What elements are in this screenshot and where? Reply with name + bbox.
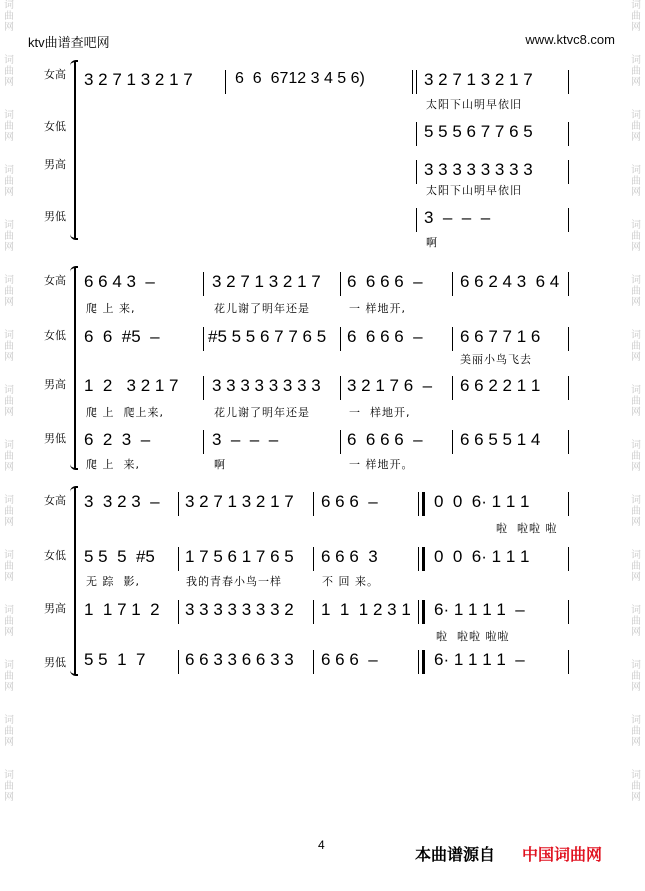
barline — [340, 327, 341, 351]
lyrics: 太阳下山明早依旧 — [426, 98, 522, 111]
watermark-glyph: 曲 — [631, 396, 641, 407]
watermark-glyph: 词 — [631, 275, 641, 286]
watermark-glyph: 曲 — [4, 781, 14, 792]
barline — [416, 160, 417, 184]
watermark-glyph: 曲 — [4, 231, 14, 242]
watermark-glyph: 词 — [631, 220, 641, 231]
watermark-glyph: 词 — [631, 110, 641, 121]
watermark-glyph: 词 — [4, 440, 14, 451]
watermark-glyph: 曲 — [631, 781, 641, 792]
repeat-barline — [418, 547, 419, 571]
measure: 6 6 5 5 1 4 — [460, 430, 541, 449]
barline — [452, 327, 453, 351]
watermark-glyph: 网 — [4, 132, 14, 143]
watermark-glyph: 网 — [631, 682, 641, 693]
watermark-glyph: 词 — [4, 0, 14, 11]
barline — [340, 272, 341, 296]
measure: 6 2 3 – — [84, 430, 151, 449]
watermark-glyph: 曲 — [4, 726, 14, 737]
watermark-glyph: 曲 — [631, 231, 641, 242]
barline — [178, 547, 179, 571]
watermark-glyph: 网 — [631, 462, 641, 473]
watermark-glyph: 词 — [4, 220, 14, 231]
part-label-tenor: 男高 — [44, 602, 66, 615]
barline — [568, 160, 569, 184]
lyrics: 花儿谢了明年还是 — [214, 406, 310, 419]
measure: 3 3 2 3 – — [84, 492, 160, 511]
watermark-glyph: 词 — [4, 605, 14, 616]
watermark-glyph: 词 — [4, 55, 14, 66]
bass-staff — [0, 204, 645, 254]
barline — [313, 492, 314, 516]
watermark-glyph: 网 — [631, 407, 641, 418]
watermark-glyph: 曲 — [4, 671, 14, 682]
watermark-glyph-group — [629, 0, 643, 33]
lyrics: 太阳下山明早依旧 — [426, 184, 522, 197]
repeat-barline — [418, 650, 419, 674]
watermark-glyph: 网 — [4, 407, 14, 418]
lyrics: 我的青春小鸟一样 — [186, 575, 282, 588]
part-label-soprano: 女高 — [44, 68, 66, 81]
lyrics: 啦 啦啦 啦啦 — [436, 630, 510, 643]
watermark-glyph: 网 — [4, 627, 14, 638]
watermark-glyph: 曲 — [631, 11, 641, 22]
watermark-glyph: 曲 — [4, 121, 14, 132]
watermark-glyph: 曲 — [4, 616, 14, 627]
watermark-glyph: 曲 — [4, 11, 14, 22]
repeat-barline — [422, 650, 425, 674]
soprano-staff — [0, 268, 645, 318]
measure: 1 2 3 2 1 7 — [84, 376, 179, 395]
barline — [416, 122, 417, 146]
watermark-glyph: 网 — [4, 462, 14, 473]
lyrics: 爬 上 来, — [86, 458, 140, 471]
watermark-glyph: 词 — [631, 330, 641, 341]
part-label-bass: 男低 — [44, 432, 66, 445]
watermark-glyph: 网 — [631, 792, 641, 803]
bass-staff — [0, 426, 645, 476]
measure: 1 7 5 6 1 7 6 5 — [185, 547, 294, 566]
lyrics: 爬 上 来, — [86, 302, 136, 315]
barline — [568, 547, 569, 571]
barline — [203, 430, 204, 454]
measure: 6 6 2 4 3 6 4 — [460, 272, 560, 291]
measure: 6 6 6 6 – — [347, 430, 423, 449]
barline — [568, 492, 569, 516]
part-label-alto: 女低 — [44, 329, 66, 342]
measure: 6 6 2 2 1 1 — [460, 376, 541, 395]
watermark-glyph: 词 — [631, 165, 641, 176]
watermark-glyph: 曲 — [631, 726, 641, 737]
watermark-glyph: 曲 — [631, 286, 641, 297]
barline — [340, 430, 341, 454]
watermark-glyph-group — [629, 715, 643, 748]
soprano-staff — [0, 62, 645, 112]
repeat-barline — [422, 600, 425, 624]
watermark-glyph: 网 — [631, 627, 641, 638]
watermark-glyph: 网 — [631, 242, 641, 253]
watermark-glyph: 网 — [631, 517, 641, 528]
barline — [568, 208, 569, 232]
watermark-glyph: 词 — [631, 770, 641, 781]
watermark-glyph: 网 — [4, 517, 14, 528]
measure: 6 6 6 6 – — [347, 272, 423, 291]
barline — [340, 376, 341, 400]
barline — [225, 70, 226, 94]
barline — [568, 272, 569, 296]
watermark-glyph: 网 — [4, 297, 14, 308]
soprano-staff — [0, 488, 645, 538]
barline — [178, 492, 179, 516]
lyrics: 啊 — [214, 458, 226, 471]
watermark-glyph: 词 — [631, 715, 641, 726]
lyrics: 无 踪 影, — [86, 575, 140, 588]
watermark-glyph: 网 — [4, 187, 14, 198]
watermark-glyph-group — [2, 0, 16, 33]
watermark-glyph-group — [629, 770, 643, 803]
barline — [568, 70, 569, 94]
watermark-glyph: 词 — [4, 495, 14, 506]
measure: 3 2 7 1 3 2 1 7 — [84, 70, 193, 89]
watermark-glyph: 词 — [631, 55, 641, 66]
watermark-glyph: 网 — [631, 572, 641, 583]
measure: 6 6 7 7 1 6 — [460, 327, 541, 346]
page-number: 4 — [318, 838, 325, 852]
watermark-glyph: 网 — [4, 572, 14, 583]
watermark-glyph: 词 — [4, 385, 14, 396]
part-label-bass: 男低 — [44, 210, 66, 223]
watermark-glyph: 曲 — [631, 506, 641, 517]
measure: 3 3 3 3 3 3 3 2 — [185, 600, 294, 619]
barline — [416, 208, 417, 232]
barline — [568, 600, 569, 624]
measure: 5 5 5 6 7 7 6 5 — [424, 122, 533, 141]
measure: 5 5 1 7 — [84, 650, 146, 669]
barline — [203, 272, 204, 296]
source-brand-link[interactable]: 中国词曲网 — [522, 847, 603, 864]
tenor-staff — [0, 152, 645, 202]
watermark-glyph: 曲 — [631, 671, 641, 682]
repeat-barline — [418, 600, 419, 624]
watermark-glyph: 曲 — [4, 176, 14, 187]
watermark-glyph: 网 — [4, 682, 14, 693]
watermark-glyph: 词 — [4, 770, 14, 781]
part-label-tenor: 男高 — [44, 158, 66, 171]
alto-staff — [0, 323, 645, 373]
measure: 6 6 6 6 – — [347, 327, 423, 346]
measure: 3 2 7 1 3 2 1 7 — [185, 492, 294, 511]
barline — [178, 600, 179, 624]
barline — [452, 430, 453, 454]
watermark-glyph: 曲 — [4, 286, 14, 297]
measure: 3 – – – — [212, 430, 279, 449]
watermark-glyph: 曲 — [4, 396, 14, 407]
part-label-alto: 女低 — [44, 120, 66, 133]
watermark-glyph: 曲 — [631, 451, 641, 462]
barline — [313, 547, 314, 571]
measure: 3 2 7 1 3 2 1 7 — [212, 272, 321, 291]
watermark-glyph: 词 — [4, 165, 14, 176]
watermark-glyph: 曲 — [631, 616, 641, 627]
tenor-staff — [0, 372, 645, 422]
watermark-glyph-group — [2, 770, 16, 803]
watermark-glyph: 曲 — [631, 66, 641, 77]
measure: 6 6 6 – — [321, 650, 378, 669]
watermark-glyph: 网 — [631, 737, 641, 748]
watermark-glyph: 网 — [631, 77, 641, 88]
lyrics: 一 样地开, — [349, 302, 406, 315]
watermark-glyph: 曲 — [631, 176, 641, 187]
barline — [452, 376, 453, 400]
lyrics: 啦 啦啦 啦 — [496, 522, 558, 535]
barline — [203, 327, 204, 351]
measure: 3 2 1 7 6 – — [347, 376, 433, 395]
barline — [412, 70, 413, 94]
measure: 3 2 7 1 3 2 1 7 — [424, 70, 533, 89]
repeat-barline — [422, 547, 425, 571]
lyrics: 美丽小鸟飞去 — [460, 353, 532, 366]
lyrics: 一 样地开。 — [349, 458, 414, 471]
watermark-glyph: 网 — [631, 132, 641, 143]
watermark-glyph: 词 — [4, 550, 14, 561]
watermark-glyph: 词 — [4, 275, 14, 286]
measure: 0 0 6· 1 1 1 — [434, 492, 530, 511]
watermark-glyph: 词 — [631, 660, 641, 671]
barline — [313, 650, 314, 674]
watermark-glyph: 网 — [4, 737, 14, 748]
watermark-glyph: 词 — [4, 110, 14, 121]
tenor-staff — [0, 596, 645, 646]
measure: 6 6 #5 – — [84, 327, 160, 346]
lyrics: 花儿谢了明年还是 — [214, 302, 310, 315]
site-url-right: www.ktvc8.com — [525, 32, 615, 47]
barline — [568, 376, 569, 400]
watermark-glyph: 词 — [4, 660, 14, 671]
barline — [452, 272, 453, 296]
barline — [178, 650, 179, 674]
source-text: 本曲谱源自 — [415, 847, 496, 864]
watermark-glyph: 网 — [4, 792, 14, 803]
watermark-glyph: 网 — [631, 297, 641, 308]
part-label-tenor: 男高 — [44, 378, 66, 391]
watermark-glyph: 网 — [631, 187, 641, 198]
site-name-left: ktv曲谱查吧网 — [28, 35, 110, 50]
measure: 6 6 6 – — [321, 492, 378, 511]
part-label-soprano: 女高 — [44, 494, 66, 507]
watermark-glyph: 曲 — [4, 451, 14, 462]
barline — [416, 70, 417, 94]
watermark-glyph: 曲 — [631, 121, 641, 132]
watermark-glyph: 词 — [631, 440, 641, 451]
measure: 1 1 1 2 3 1 — [321, 600, 411, 619]
watermark-glyph: 词 — [631, 495, 641, 506]
barline — [568, 650, 569, 674]
lyrics: 爬 上 爬上来, — [86, 406, 164, 419]
barline — [568, 430, 569, 454]
measure: 6· 1 1 1 1 – — [434, 600, 525, 619]
measure: 3 – – – — [424, 208, 491, 227]
barline — [568, 327, 569, 351]
bass-staff — [0, 650, 645, 700]
measure: 6 6 6 3 — [321, 547, 378, 566]
watermark-glyph: 词 — [631, 550, 641, 561]
barline — [203, 376, 204, 400]
measure: 0 0 6· 1 1 1 — [434, 547, 530, 566]
part-label-soprano: 女高 — [44, 274, 66, 287]
watermark-glyph: 词 — [631, 385, 641, 396]
measure: 1 1 7 1 2 — [84, 600, 160, 619]
measure: 6· 1 1 1 1 – — [434, 650, 525, 669]
watermark-glyph: 网 — [4, 77, 14, 88]
part-label-bass: 男低 — [44, 656, 66, 669]
measure: 5 5 5 #5 — [84, 547, 155, 566]
watermark-glyph-group — [2, 715, 16, 748]
lyrics: 一 样地开, — [349, 406, 411, 419]
measure: 6 6 6712 3 4 5 6) — [235, 70, 365, 87]
watermark-glyph: 网 — [631, 22, 641, 33]
watermark-glyph: 曲 — [4, 341, 14, 352]
part-label-alto: 女低 — [44, 549, 66, 562]
watermark-glyph: 曲 — [631, 341, 641, 352]
measure: 6 6 3 3 6 6 3 3 — [185, 650, 294, 669]
watermark-glyph: 网 — [631, 352, 641, 363]
watermark-glyph: 曲 — [4, 561, 14, 572]
watermark-glyph: 曲 — [4, 66, 14, 77]
watermark-glyph: 词 — [4, 330, 14, 341]
watermark-glyph: 网 — [4, 242, 14, 253]
watermark-glyph: 网 — [4, 22, 14, 33]
watermark-glyph: 曲 — [4, 506, 14, 517]
measure: 3 3 3 3 3 3 3 3 — [424, 160, 533, 179]
watermark-glyph: 词 — [631, 0, 641, 11]
watermark-glyph: 网 — [4, 352, 14, 363]
lyrics: 啊 — [426, 236, 438, 249]
measure: 3 3 3 3 3 3 3 3 — [212, 376, 321, 395]
lyrics: 不 回 来。 — [322, 575, 379, 588]
measure: #5 5 5 6 7 7 6 5 — [208, 327, 327, 346]
watermark-glyph: 词 — [4, 715, 14, 726]
watermark-glyph: 词 — [631, 605, 641, 616]
barline — [568, 122, 569, 146]
repeat-barline — [418, 492, 419, 516]
barline — [313, 600, 314, 624]
alto-staff — [0, 543, 645, 593]
measure: 6 6 4 3 – — [84, 272, 155, 291]
repeat-barline — [422, 492, 425, 516]
watermark-glyph: 曲 — [631, 561, 641, 572]
